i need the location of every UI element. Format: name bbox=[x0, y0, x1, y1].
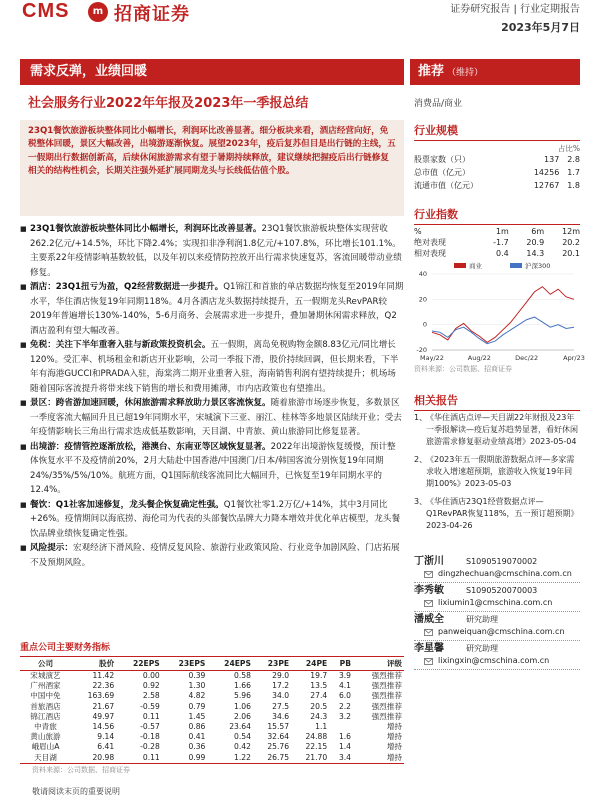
index-header-cell: 6m bbox=[531, 227, 545, 236]
scale-heading: 行业规模 bbox=[414, 122, 580, 141]
analyst-email-line bbox=[414, 626, 580, 638]
table-source: 资料来源：公司数据、招商证券 bbox=[32, 766, 130, 774]
table-row bbox=[20, 753, 404, 764]
index-table bbox=[414, 226, 580, 259]
related-num: 2、 bbox=[414, 455, 428, 464]
table-cell: 15.57 bbox=[267, 722, 290, 732]
scale-cell: 股票家数（只） bbox=[414, 155, 470, 164]
analyst-id: 研究助理 bbox=[466, 644, 498, 653]
analyst-email-line bbox=[414, 655, 580, 667]
table-cell: 21.70 bbox=[291, 753, 329, 764]
table-row bbox=[20, 712, 404, 722]
mail-icon bbox=[424, 570, 433, 579]
bullet-heading: 23Q1餐饮旅游板块整体同比小幅增长，利润环比改善显著。 bbox=[30, 224, 262, 234]
report-title: 社会服务行业2022年年报及2023年一季报总结 bbox=[28, 96, 309, 111]
x-tick-label: Aug/22 bbox=[467, 354, 491, 362]
series-line-商业 bbox=[432, 287, 574, 343]
table-row bbox=[20, 742, 404, 752]
scale-cell: 流通市值（亿元） bbox=[414, 181, 478, 190]
table-row bbox=[20, 702, 404, 712]
table-cell: 0.58 bbox=[234, 671, 251, 680]
table-cell: -0.18 bbox=[140, 732, 160, 742]
table-cell: 0.00 bbox=[142, 671, 160, 680]
table-cell: 中青旅 bbox=[34, 722, 57, 732]
analyst-divider bbox=[414, 669, 580, 670]
financial-table bbox=[20, 656, 404, 764]
table-cell: 3.4 bbox=[329, 753, 353, 764]
scale-cell: 14256 bbox=[533, 168, 560, 177]
scale-table bbox=[414, 153, 580, 192]
table-cell: 锦江酒店 bbox=[30, 711, 61, 721]
table-cell: 强烈推荐 bbox=[371, 691, 402, 701]
bullet-list bbox=[20, 222, 404, 570]
bullet-heading: 免税：关注下半年重奢入驻与新政策投资机会。 bbox=[30, 340, 211, 350]
table-cell: 广州酒家 bbox=[30, 681, 61, 691]
table-cell: 2.06 bbox=[234, 711, 251, 721]
sector-label: 消费品/商业 bbox=[414, 99, 463, 109]
bullet-item bbox=[20, 541, 404, 570]
analyst-id: 研究助理 bbox=[466, 615, 498, 624]
scale-cell: 137 bbox=[544, 155, 560, 164]
table-cell: 宋城演艺 bbox=[30, 671, 61, 680]
analyst-name: 李星馨 bbox=[414, 643, 444, 654]
table-cell: 29.0 bbox=[272, 671, 290, 680]
bullet-body: Q1锦江和首旅的单店数据均恢复至2019年同期水平，华住酒店恢复19年同期118%。4月各酒店龙头数据持续提升，五一假期龙头RevPAR较2019年普遍增长130%-140%，5-6月商务、会展需求进一步提升，叠加暑期休闲需求释放，Q2酒店盈利有望大幅改善。 bbox=[30, 282, 404, 336]
related-num: 1、 bbox=[414, 413, 428, 422]
scale-cell: 1.8 bbox=[567, 181, 580, 190]
table-row bbox=[20, 691, 404, 701]
report-meta bbox=[450, 0, 580, 35]
mail-icon bbox=[424, 657, 433, 666]
table-cell: 27.5 bbox=[272, 701, 290, 711]
analyst-card bbox=[414, 614, 580, 641]
bullet-body: 随着旅游市场逐步恢复，多数景区一季度客流大幅回升且已超19年同期水平，宋城演下三亚、丽江、桂林等多地景区陆续开业；受去年疫情影响长三角出行需求迭成低基数影响，天目湖、中青旅、黄山旅游同比修复显著。 bbox=[30, 398, 402, 437]
y-tick-label: 40 bbox=[418, 270, 427, 278]
analyst-name-line bbox=[414, 585, 580, 597]
summary-box: 23Q1餐饮旅游板块整体同比小幅增长，利润环比改善显著。细分板块来看，酒店经营向好，免税整体回暖，景区大幅改善，出境游逐渐恢复。展望2023年，疫后复苏但目是出行链的主线，五一假期出行数据创新高，后续休闲旅游需求有望于暑期持续释放，建议继续把握疫后出行链修复相关的结构性机会，长期关注强外延扩展同期龙头与长线低估值个股。 bbox=[20, 120, 404, 216]
table-header-cell: 23EPS bbox=[162, 657, 208, 671]
table-cell: 20.5 bbox=[310, 701, 328, 711]
table-cell: 0.39 bbox=[188, 671, 206, 680]
index-cell: 相对表现 bbox=[414, 249, 446, 258]
table-cell: 23.64 bbox=[229, 722, 251, 732]
bullet-item bbox=[20, 280, 404, 338]
table-cell: 163.69 bbox=[87, 691, 115, 701]
table-row bbox=[20, 732, 404, 742]
analyst-name-line bbox=[414, 643, 580, 655]
analyst-card bbox=[414, 643, 580, 670]
analyst-name-line bbox=[414, 556, 580, 568]
table-cell: 26.75 bbox=[253, 753, 291, 764]
legend-label: 沪深300 bbox=[525, 262, 551, 270]
table-header-cell: 股价 bbox=[71, 657, 116, 671]
bullet-item bbox=[20, 396, 404, 440]
table-cell: 1.1 bbox=[315, 722, 328, 732]
table-cell: 24.3 bbox=[310, 711, 328, 721]
table-header-cell: 24EPS bbox=[207, 657, 253, 671]
table-cell: 0.36 bbox=[188, 742, 206, 752]
x-tick-label: Apr/23 bbox=[563, 354, 585, 362]
table-cell: 6.0 bbox=[338, 691, 352, 701]
bullet-item bbox=[20, 338, 404, 396]
index-cell: -1.7 bbox=[493, 238, 509, 247]
table-cell: 1.45 bbox=[188, 711, 206, 721]
bullet-body: Q1餐饮社零1.2万亿/+14%，其中3月同比+26%。疫情期间以海底捞、海伦司为代表的头部餐饮品牌大力降本增效并优化单店模型，龙头餐饮品牌业绩恢复确定性强。 bbox=[30, 499, 401, 539]
table-cell: 0.11 bbox=[142, 711, 160, 721]
table-cell: 13.5 bbox=[310, 681, 328, 691]
related-item bbox=[414, 496, 580, 532]
x-tick-label: May/22 bbox=[420, 354, 444, 362]
table-cell: 4.82 bbox=[188, 691, 206, 701]
table-header-cell: 24PE bbox=[291, 657, 329, 671]
rating-band bbox=[410, 59, 580, 85]
table-cell: 1.22 bbox=[207, 753, 253, 764]
analyst-name: 潘威全 bbox=[414, 614, 444, 625]
table-cell: 21.67 bbox=[92, 701, 115, 711]
index-row bbox=[414, 248, 580, 259]
table-cell: 2.2 bbox=[338, 701, 352, 711]
table-cell: 1.30 bbox=[188, 681, 206, 691]
bullet-body: 23Q1餐饮旅游板块整体实现营收262.2亿元/+14.5%，环比下降2.4%；实现扣非净利润1.8亿元/+107.8%，环比增长101.1%。主要系22年疫情影响基数较低，以及年初以来疫情防控放开出行需求快速复苏，客流回暖带动业绩修复。 bbox=[30, 224, 402, 278]
table-cell: 24.88 bbox=[305, 732, 328, 742]
table-cell: 天目湖 bbox=[20, 753, 71, 764]
analyst-id: S1090519070002 bbox=[466, 557, 538, 566]
table-cell: -0.59 bbox=[140, 701, 160, 711]
related-item bbox=[414, 454, 580, 490]
table-cell: 0.11 bbox=[116, 753, 162, 764]
table-cell: 增持 bbox=[353, 753, 404, 764]
legend-swatch bbox=[454, 263, 466, 268]
index-header-cell: % bbox=[414, 227, 422, 236]
table-cell: 0.86 bbox=[188, 722, 206, 732]
logo-cn-text: 招商证券 bbox=[114, 4, 190, 25]
table-cell: 32.64 bbox=[267, 732, 290, 742]
index-cell: 14.3 bbox=[526, 249, 545, 258]
company-logo bbox=[20, 0, 260, 26]
table-cell: 1.06 bbox=[234, 701, 251, 711]
table-cell: 增持 bbox=[386, 742, 402, 752]
table-cell: 峨眉山A bbox=[31, 742, 60, 752]
analyst-divider bbox=[414, 582, 580, 583]
related-text: 《2023年五一假期旅游数据点评—多家需求收入增速超预期，旅游收入恢复19年同期100%》2023-05-03 bbox=[426, 455, 575, 488]
table-cell: 1.6 bbox=[338, 732, 352, 742]
table-row bbox=[20, 681, 404, 691]
bullet-heading: 风险提示： bbox=[30, 543, 73, 553]
table-cell: 3.2 bbox=[338, 711, 352, 721]
rating-note: （维持） bbox=[447, 68, 484, 78]
table-header-cell: 23PE bbox=[253, 657, 291, 671]
table-cell: 22.15 bbox=[305, 742, 328, 752]
analyst-card bbox=[414, 585, 580, 612]
chart-source: 资料来源：公司数据、招商证券 bbox=[414, 365, 512, 373]
table-cell: 34.6 bbox=[272, 711, 290, 721]
table-cell: 1.4 bbox=[338, 742, 352, 752]
table-cell: 2.58 bbox=[142, 691, 160, 701]
footer-note: 敬请阅读末页的重要说明 bbox=[32, 787, 120, 796]
analyst-divider bbox=[414, 611, 580, 612]
table-cell: 1.66 bbox=[234, 681, 251, 691]
mail-icon bbox=[424, 599, 433, 608]
bullet-heading: 餐饮：Q1社客加速修复，龙头餐企恢复确定性强。 bbox=[30, 499, 224, 510]
related-item bbox=[414, 412, 580, 448]
table-cell: 强烈推荐 bbox=[371, 711, 402, 721]
analyst-email-line bbox=[414, 568, 580, 580]
y-tick-label: 0 bbox=[422, 320, 427, 329]
table-cell: -0.28 bbox=[140, 742, 160, 752]
table-cell bbox=[329, 722, 353, 732]
scale-cell: 1.7 bbox=[567, 168, 580, 177]
table-cell: 3.9 bbox=[338, 671, 352, 680]
index-cell: 20.2 bbox=[562, 238, 580, 247]
index-cell: 0.4 bbox=[496, 249, 509, 258]
table-header-cell: 评级 bbox=[353, 657, 404, 671]
table-cell: -0.57 bbox=[140, 722, 160, 732]
y-tick-label: 20 bbox=[418, 295, 427, 304]
table-cell: 强烈推荐 bbox=[371, 681, 402, 691]
x-tick-label: Dec/22 bbox=[515, 354, 539, 362]
table-cell: 49.97 bbox=[92, 711, 115, 721]
table-cell: 14.56 bbox=[92, 722, 115, 732]
analyst-name-line bbox=[414, 614, 580, 626]
table-cell: 9.14 bbox=[97, 732, 115, 742]
mail-icon bbox=[424, 628, 433, 637]
analyst-email: panweiquan@cmschina.com.cn bbox=[438, 627, 565, 636]
table-cell: 19.7 bbox=[310, 671, 328, 680]
table-cell: 34.0 bbox=[272, 691, 290, 701]
table-cell: 0.42 bbox=[234, 742, 251, 752]
table-cell: 22.36 bbox=[92, 681, 115, 691]
table-cell: 0.54 bbox=[234, 732, 251, 742]
table-cell: 6.41 bbox=[97, 742, 115, 752]
series-line-沪深300 bbox=[432, 317, 574, 344]
bullet-heading: 景区：跨省游加速回暖，休闲旅游需求释放助力景区客流恢复。 bbox=[30, 398, 271, 408]
scale-row bbox=[414, 153, 580, 166]
scale-cell: 总市值（亿元） bbox=[414, 168, 470, 177]
table-cell: 27.4 bbox=[310, 691, 328, 701]
index-chart bbox=[414, 260, 585, 364]
bullet-body: 2022年出境游恢复缓慢，预计整体恢复水平不及疫情前20%，2月大陆赴中国香港/中国澳门/日本/韩国客流分别恢复19年同期24%/35%/5%/10%。航班方面，Q1国际航线客流同比大幅回升，已恢复至19年同期水平的12.4%。 bbox=[30, 441, 396, 495]
bullet-heading: 出境游：疫情管控逐渐放松，港澳台、东南亚等区域恢复显著。 bbox=[30, 441, 271, 452]
table-row bbox=[20, 722, 404, 732]
index-cell: 20.9 bbox=[526, 238, 545, 247]
analyst-list bbox=[414, 556, 580, 672]
legend-label: 商业 bbox=[469, 262, 482, 270]
logo-cms-text: CMS bbox=[22, 0, 70, 22]
analyst-email-line bbox=[414, 597, 580, 609]
scale-row bbox=[414, 166, 580, 179]
scale-cell: 12767 bbox=[533, 181, 560, 190]
table-cell: 中国中免 bbox=[30, 691, 61, 701]
table-cell: 25.76 bbox=[267, 742, 290, 752]
bullet-item bbox=[20, 222, 404, 280]
related-num: 3、 bbox=[414, 497, 428, 506]
bullet-body: 五一假期，离岛免税购物金额8.83亿元/同比增长120%。受汇率、机场租金和新店开业影响，公司一季报下滑，股价持续回调，但长期来看，下半年有海港GUCCI和PRADA入驻，海棠湾二期开业重奢入驻，海南销售利润有望持续提升；机场场随着国际客流提升将带来线下销售的增长和费用摊薄，市内店政策也有望推出。 bbox=[30, 340, 399, 394]
logo-badge-icon: m bbox=[88, 2, 108, 22]
table-cell: 首旅酒店 bbox=[30, 701, 61, 711]
table-cell: 强烈推荐 bbox=[371, 671, 402, 680]
table-cell: 17.2 bbox=[272, 681, 290, 691]
y-tick-label: -20 bbox=[416, 346, 427, 354]
analyst-email: dingzhechuan@cmschina.com.cn bbox=[438, 569, 572, 578]
index-header-cell: 12m bbox=[562, 227, 580, 236]
table-cell: 0.79 bbox=[188, 701, 206, 711]
table-cell: 0.41 bbox=[188, 732, 206, 742]
headline-band: 需求反弹，业绩回暖 bbox=[20, 59, 404, 85]
bullet-heading: 酒店：23Q1扭亏为盈，Q2经营数据进一步提升。 bbox=[30, 282, 224, 292]
index-header-cell: 1m bbox=[495, 227, 509, 236]
rating-label: 推荐 bbox=[418, 64, 445, 79]
index-cell: 绝对表现 bbox=[414, 238, 446, 247]
analyst-divider bbox=[414, 640, 580, 641]
analyst-email: lixingxin@cmschina.com.cn bbox=[438, 656, 550, 665]
table-header-cell: 22EPS bbox=[116, 657, 162, 671]
report-date: 2023年5月7日 bbox=[501, 21, 580, 34]
table-cell: 4.1 bbox=[338, 681, 352, 691]
index-cell: 20.1 bbox=[562, 249, 580, 258]
related-list bbox=[414, 412, 580, 538]
analyst-id: S1090520070003 bbox=[466, 586, 538, 595]
analyst-email: lixiumin1@cmschina.com.cn bbox=[438, 598, 553, 607]
table-cell: 增持 bbox=[386, 722, 402, 732]
analyst-card bbox=[414, 556, 580, 583]
table-cell: 0.99 bbox=[162, 753, 208, 764]
scale-cell: 2.8 bbox=[567, 155, 580, 164]
related-text: 《华住酒店23Q1经营数据点评—Q1RevPAR恢复118%，五一预订超预期》2023-04-26 bbox=[426, 497, 579, 530]
scale-row bbox=[414, 179, 580, 192]
bullet-item bbox=[20, 498, 404, 542]
table-header-cell: 公司 bbox=[20, 657, 71, 671]
table-header-cell: PB bbox=[329, 657, 353, 671]
related-heading: 相关报告 bbox=[414, 392, 580, 411]
index-heading: 行业指数 bbox=[414, 206, 580, 225]
table-cell: 11.42 bbox=[92, 671, 115, 680]
legend-swatch bbox=[510, 263, 522, 268]
table-row bbox=[20, 671, 404, 682]
table-cell: 5.96 bbox=[234, 691, 251, 701]
index-row bbox=[414, 237, 580, 248]
analyst-name: 李秀敏 bbox=[414, 585, 444, 596]
table-cell: 增持 bbox=[386, 732, 402, 742]
related-text: 《华住酒店点评—天目湖22年财报及23年一季报解读—疫后复苏趋势显著，看好休闲旅游需求修复驱动业绩高增》2023-05-04 bbox=[426, 413, 578, 446]
table-cell: 20.98 bbox=[71, 753, 116, 764]
table-cell: 强烈推荐 bbox=[371, 701, 402, 711]
scale-unit: 占比% bbox=[557, 144, 580, 153]
table-cell: 0.92 bbox=[142, 681, 160, 691]
analyst-name: 丁浙川 bbox=[414, 556, 444, 567]
bullet-item bbox=[20, 440, 404, 498]
bullet-body: 宏观经济下滑风险、疫情反复风险、旅游行业政策风险、行业竞争加剧风险、门店拓展不及预期风险。 bbox=[30, 543, 400, 568]
table-title: 重点公司主要财务指标 bbox=[20, 643, 111, 653]
table-cell: 黄山旅游 bbox=[30, 732, 61, 742]
report-type: 证券研究报告 | 行业定期报告 bbox=[450, 4, 580, 15]
